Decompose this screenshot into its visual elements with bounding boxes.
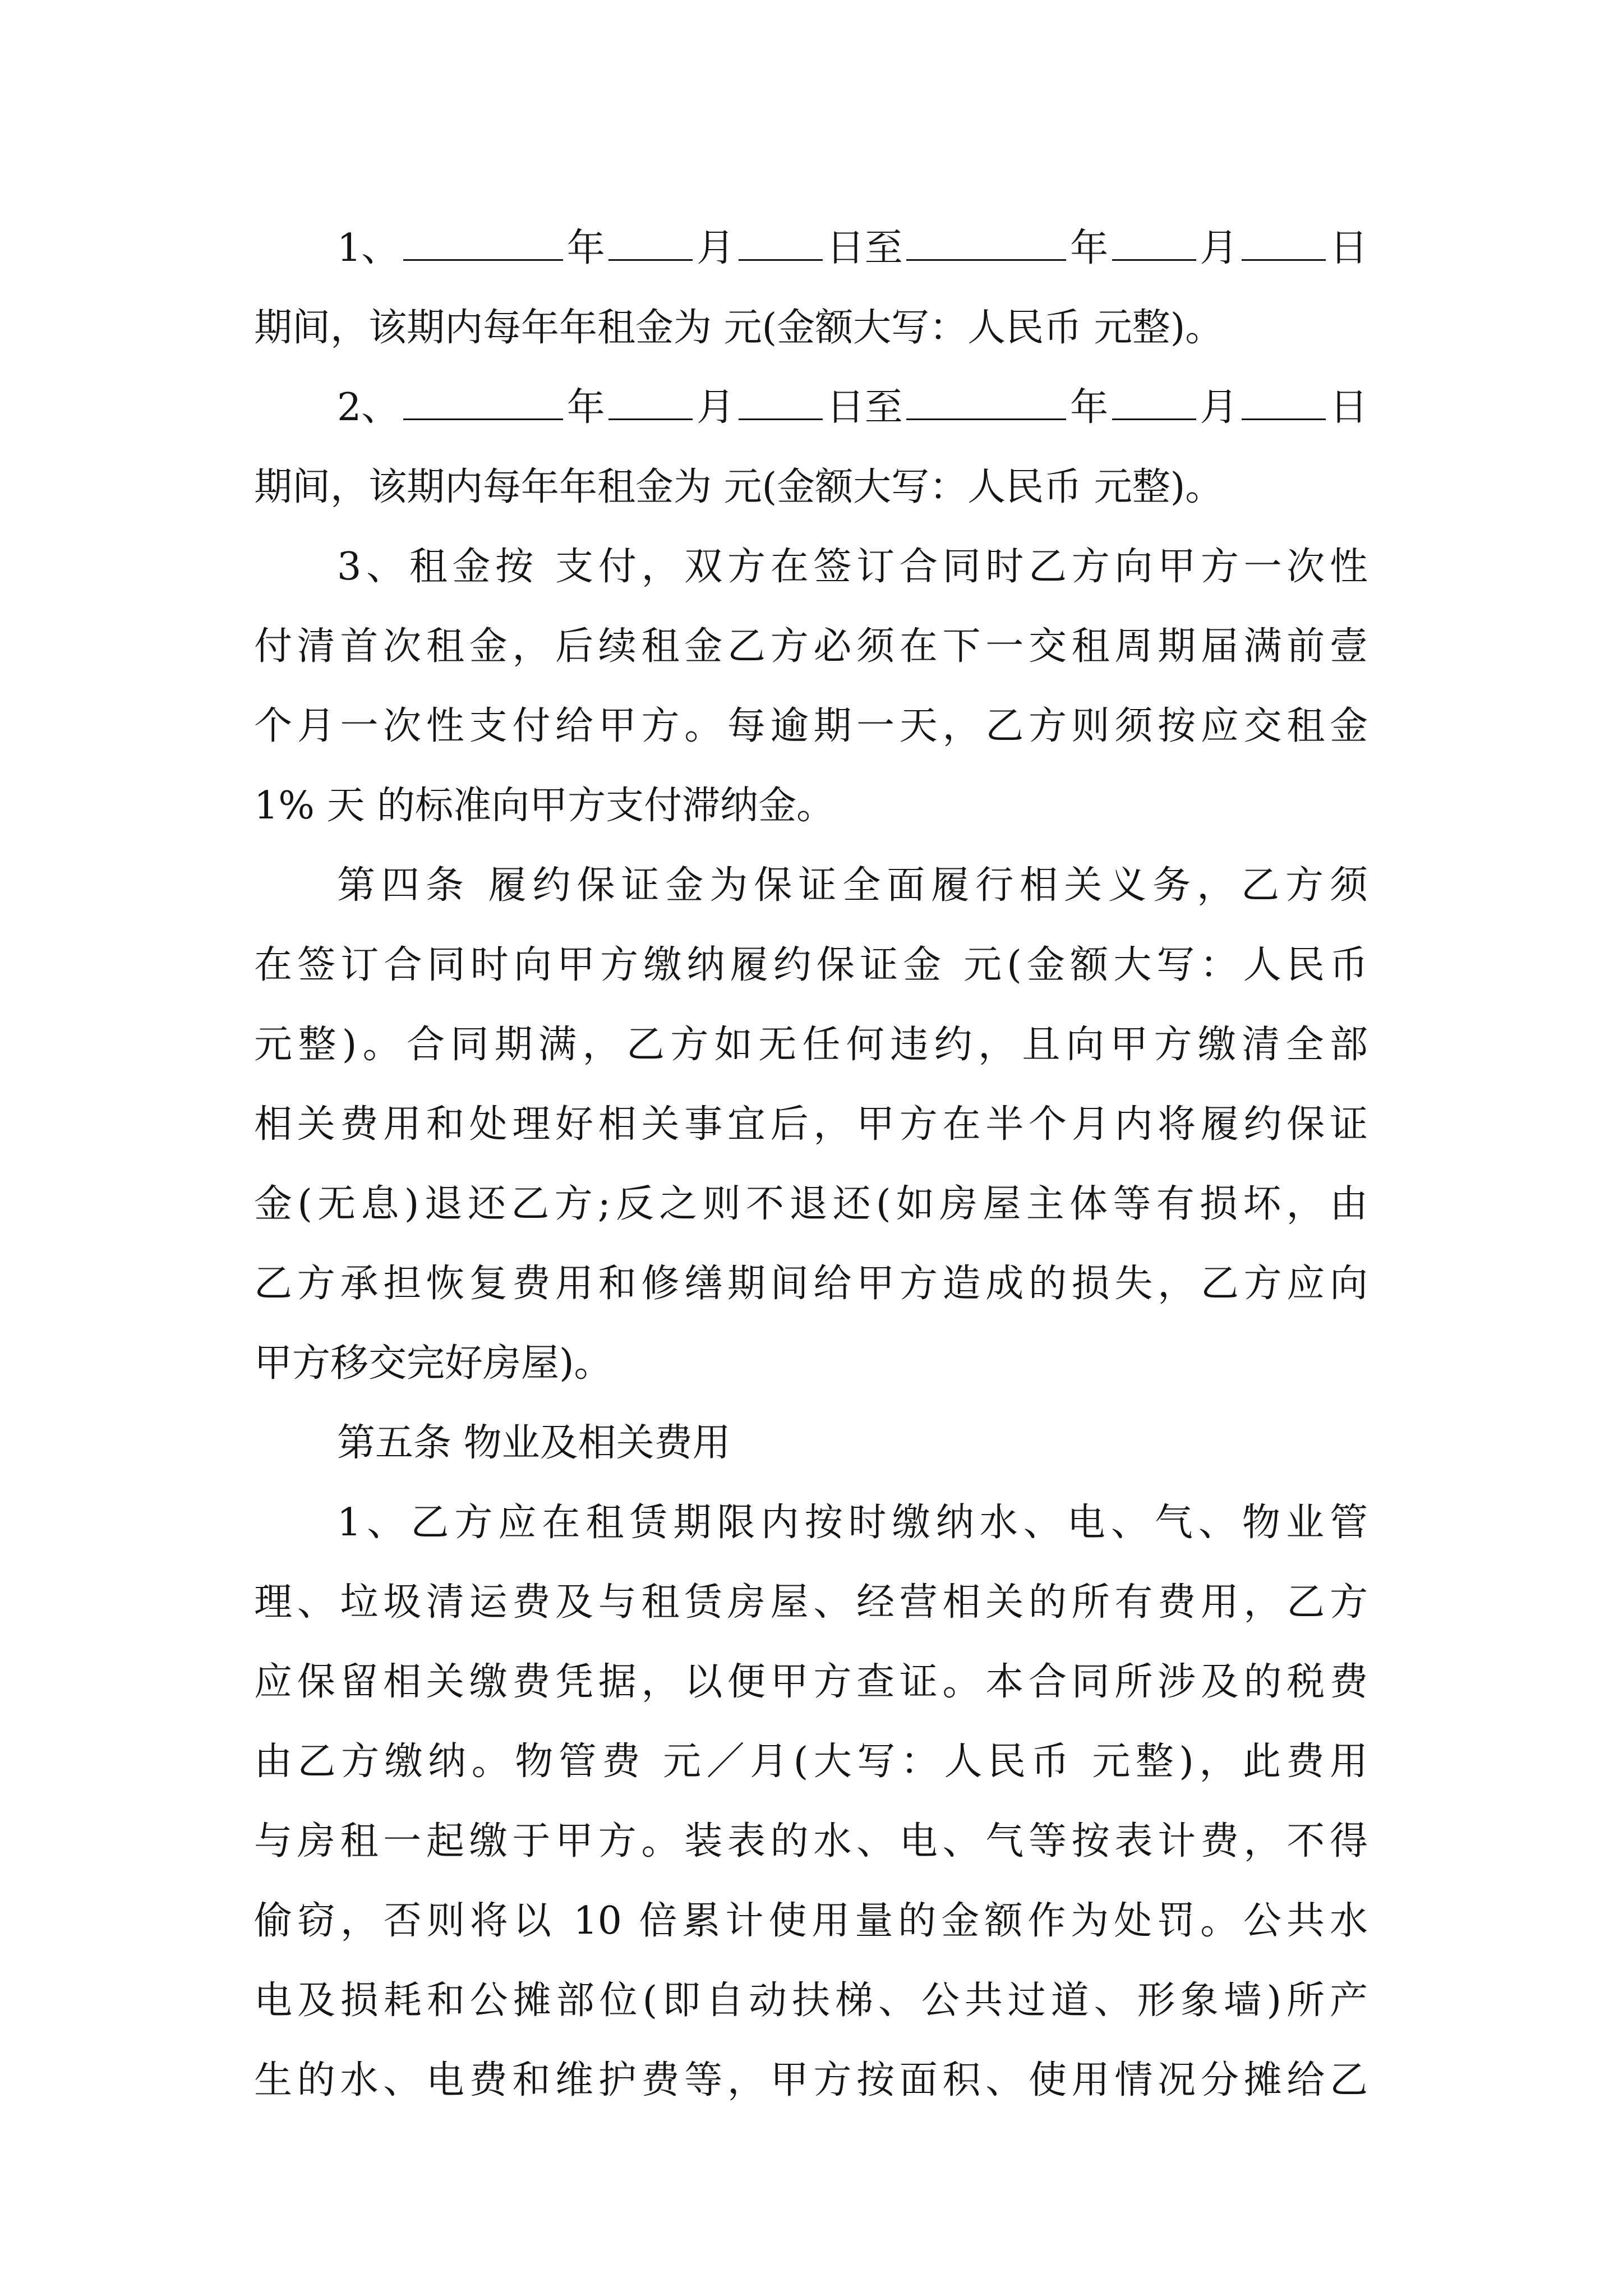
month-label: 月 [1200,385,1238,430]
year-label: 年 [566,385,605,430]
year-label: 年 [1070,385,1109,430]
article4-line: 元整)。合同期满，乙方如无任何违约，且向甲方缴清全部 [254,1023,1368,1067]
article4-line: 金(无息)退还乙方;反之则不退还(如房屋主体等有损坏，由 [254,1182,1368,1226]
article4-line: 乙方承担恢复费用和修缮期间给甲方造成的损失，乙方应向 [254,1262,1368,1306]
year-blank [403,227,563,261]
item2-date-line [254,368,1368,448]
article4-line: 甲方移交完好房屋)。 [254,1341,612,1386]
day-blank [739,227,823,261]
month-blank [1112,227,1196,261]
para3-line: 1% 天 的标准向甲方支付滞纳金。 [254,784,835,828]
month-blank [608,386,693,420]
year-blank [906,386,1066,420]
article5-item1-line: 1、乙方应在租赁期限内按时缴纳水、电、气、物业管 [337,1501,1368,1545]
article4-line: 第四条 履约保证金为保证全面履行相关义务，乙方须 [337,863,1368,908]
day-to-label: 日至 [826,385,903,430]
item1-date-line [254,209,1368,288]
month-blank [608,227,693,261]
item1-rent-line: 期间，该期内每年年租金为 元(金额大写：人民币 元整)。 [254,306,1224,350]
document-page [254,209,1368,2120]
year-label: 年 [1070,226,1109,270]
year-blank [906,227,1066,261]
article4-line: 相关费用和处理好相关事宜后，甲方在半个月内将履约保证 [254,1102,1368,1147]
month-label: 月 [1200,226,1238,270]
article5-item1-line: 偷窃，否则将以 10 倍累计使用量的金额作为处罚。公共水 [254,1899,1368,1943]
article5-item1-line: 理、垃圾清运费及与租赁房屋、经营相关的所有费用，乙方 [254,1580,1368,1625]
day-blank [739,386,823,420]
year-label: 年 [566,226,605,270]
item1-prefix: 1、 [337,226,400,270]
month-blank [1112,386,1196,420]
article5-item1-line: 由乙方缴纳。物管费 元／月(大写：人民币 元整)，此费用 [254,1740,1368,1784]
article5-title: 第五条 物业及相关费用 [337,1421,731,1465]
item2-rent-line: 期间，该期内每年年租金为 元(金额大写：人民币 元整)。 [254,465,1224,509]
day-label: 日 [1329,226,1368,270]
day-to-label: 日至 [826,226,903,270]
article4-line: 在签订合同时向甲方缴纳履约保证金 元(金额大写：人民币 [254,943,1368,987]
article5-item1-line: 应保留相关缴费凭据，以便甲方查证。本合同所涉及的税费 [254,1660,1368,1704]
para3-line: 3、租金按 支付，双方在签订合同时乙方向甲方一次性 [337,545,1368,589]
day-blank [1242,227,1326,261]
article5-item1-line: 与房租一起缴于甲方。装表的水、电、气等按表计费，不得 [254,1819,1368,1864]
day-blank [1242,386,1326,420]
month-label: 月 [697,226,735,270]
para3-line: 个月一次性支付给甲方。每逾期一天，乙方则须按应交租金 [254,704,1368,748]
article5-item1-line: 生的水、电费和维护费等，甲方按面积、使用情况分摊给乙 [254,2058,1368,2102]
year-blank [403,386,563,420]
item2-prefix: 2、 [337,385,400,430]
day-label: 日 [1329,385,1368,430]
article5-item1-line: 电及损耗和公摊部位(即自动扶梯、公共过道、形象墙)所产 [254,1978,1368,2023]
para3-line: 付清首次租金，后续租金乙方必须在下一交租周期届满前壹 [254,624,1368,669]
month-label: 月 [697,385,735,430]
